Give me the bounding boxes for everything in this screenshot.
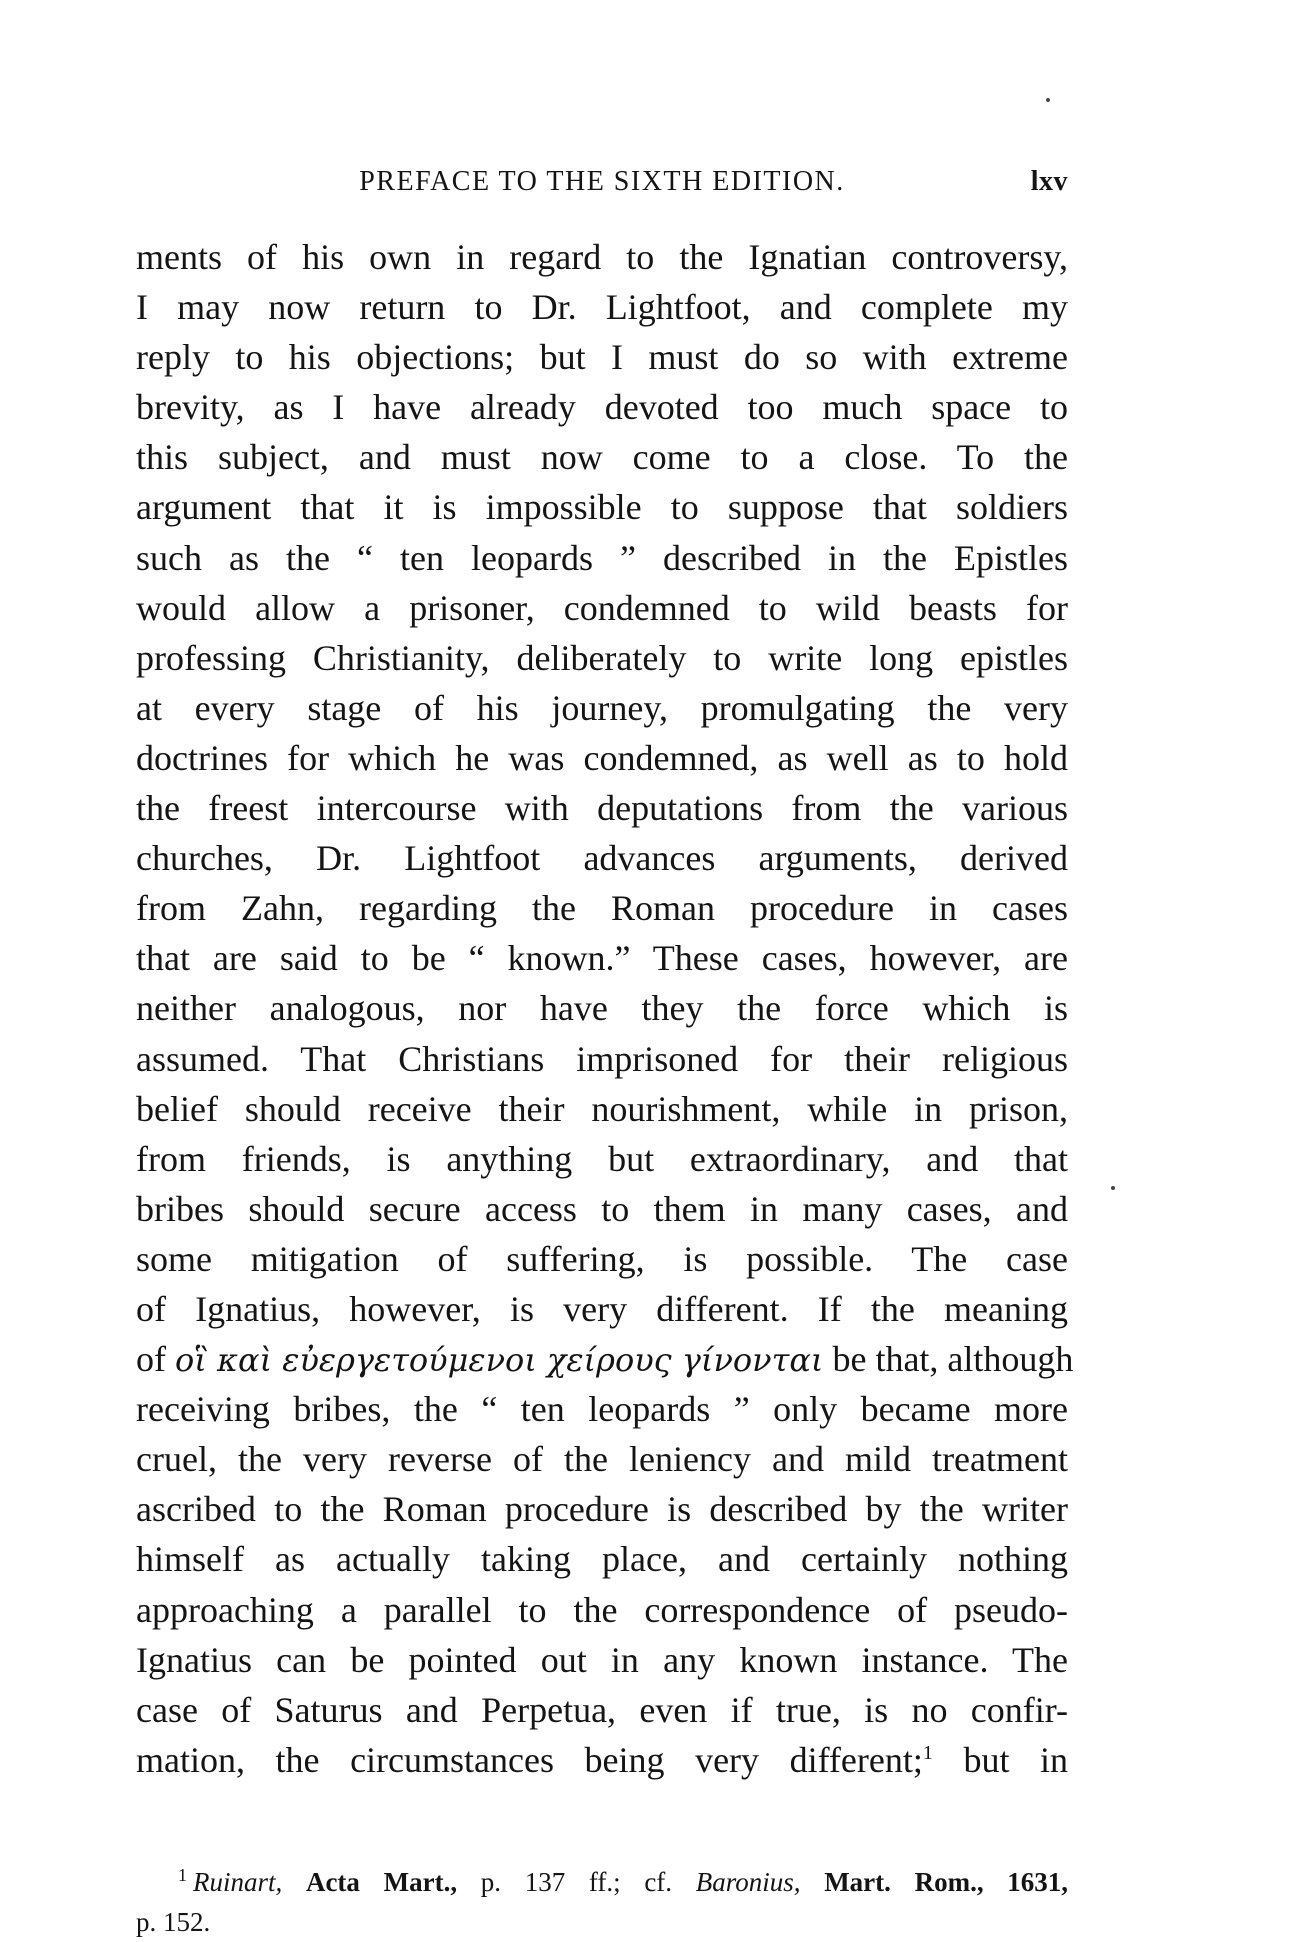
footnote-work: Acta Mart., xyxy=(305,1867,458,1897)
text-line: I may now return to Dr. Lightfoot, and complete my xyxy=(136,287,1068,328)
text-line: this subject, and must now come to a close. To the xyxy=(136,437,1068,478)
greek-line-tail: be that, although xyxy=(832,1339,1074,1380)
greek-text-line xyxy=(136,1334,1074,1384)
scan-speck xyxy=(1111,1186,1115,1190)
text-line: from Zahn, regarding the Roman procedure in cases xyxy=(136,888,1068,929)
page-number: lxv xyxy=(1030,166,1068,197)
text-line: of Ignatius, however, is very different. If the meaning xyxy=(136,1288,1068,1329)
text-line: bribes should secure access to them in many cases, and xyxy=(136,1188,1068,1229)
greek-line-lead: of xyxy=(136,1339,166,1380)
footnote-work: Mart. Rom., xyxy=(824,1867,984,1897)
text-line: doctrines for which he was condemned, as well as to hold xyxy=(136,737,1068,778)
text-line: would allow a prisoner, condemned to wild beasts for xyxy=(136,587,1068,628)
footnote-author: Ruinart, xyxy=(193,1867,283,1897)
text-line: that are said to be “ known.” These cases, however, are xyxy=(136,938,1068,979)
text-line: churches, Dr. Lightfoot advances arguments, derived xyxy=(136,838,1068,879)
final-text-line xyxy=(136,1735,1068,1785)
footnote-reference-text: p. 137 ff.; cf. xyxy=(480,1867,673,1897)
text-line: receiving bribes, the “ ten leopards ” only became more xyxy=(136,1389,1068,1430)
text-line: professing Christianity, deliberately to write long epistles xyxy=(136,637,1068,678)
text-line: cruel, the very reverse of the leniency and mild treatment xyxy=(136,1439,1068,1480)
text-line: the freest intercourse with deputations from the various xyxy=(136,788,1068,829)
text-line: approaching a parallel to the correspondence of pseudo- xyxy=(136,1589,1068,1630)
body-text xyxy=(136,232,1074,1785)
footnote-reference: 1 xyxy=(922,1741,933,1764)
footnote-line xyxy=(136,1862,1068,1902)
text-line: argument that it is impossible to suppose that soldiers xyxy=(136,487,1068,528)
footnote-author: Baronius, xyxy=(695,1867,801,1897)
footnote-year: 1631, xyxy=(1007,1867,1069,1897)
final-line-tail: but in xyxy=(963,1739,1068,1780)
text-line: himself as actually taking place, and certainly nothing xyxy=(136,1539,1068,1580)
text-line: ments of his own in regard to the Ignatian controversy, xyxy=(136,237,1068,277)
text-line: reply to his objections; but I must do so with extreme xyxy=(136,337,1068,378)
text-line: from friends, is anything but extraordinary, and that xyxy=(136,1138,1068,1179)
text-line: at every stage of his journey, promulgating the very xyxy=(136,687,1068,728)
footnote-marker: 1 xyxy=(178,1865,187,1885)
greek-quotation: οἳ καὶ εὐεργετούμενοι χείρους γίνονται xyxy=(175,1341,824,1380)
text-line: belief should receive their nourishment, while in prison, xyxy=(136,1088,1068,1129)
text-line: assumed. That Christians imprisoned for their religious xyxy=(136,1038,1068,1079)
final-line-text: mation, the circumstances being very different; xyxy=(136,1739,923,1780)
text-line: Ignatius can be pointed out in any known instance. The xyxy=(136,1639,1068,1680)
text-line: such as the “ ten leopards ” described in the Epistles xyxy=(136,537,1068,578)
scan-speck xyxy=(1046,98,1050,102)
text-line: brevity, as I have already devoted too much space to xyxy=(136,387,1068,428)
footnote-continuation: p. 152. xyxy=(136,1907,211,1937)
running-head xyxy=(136,160,1068,210)
footnote xyxy=(136,1862,1068,1942)
text-line: case of Saturus and Perpetua, even if true, is no confir- xyxy=(136,1689,1068,1730)
running-title: PREFACE TO THE SIXTH EDITION. xyxy=(359,166,845,197)
text-line: some mitigation of suffering, is possible. The case xyxy=(136,1238,1068,1279)
text-line: ascribed to the Roman procedure is described by the writer xyxy=(136,1489,1068,1530)
text-line: neither analogous, nor have they the force which is xyxy=(136,988,1068,1029)
